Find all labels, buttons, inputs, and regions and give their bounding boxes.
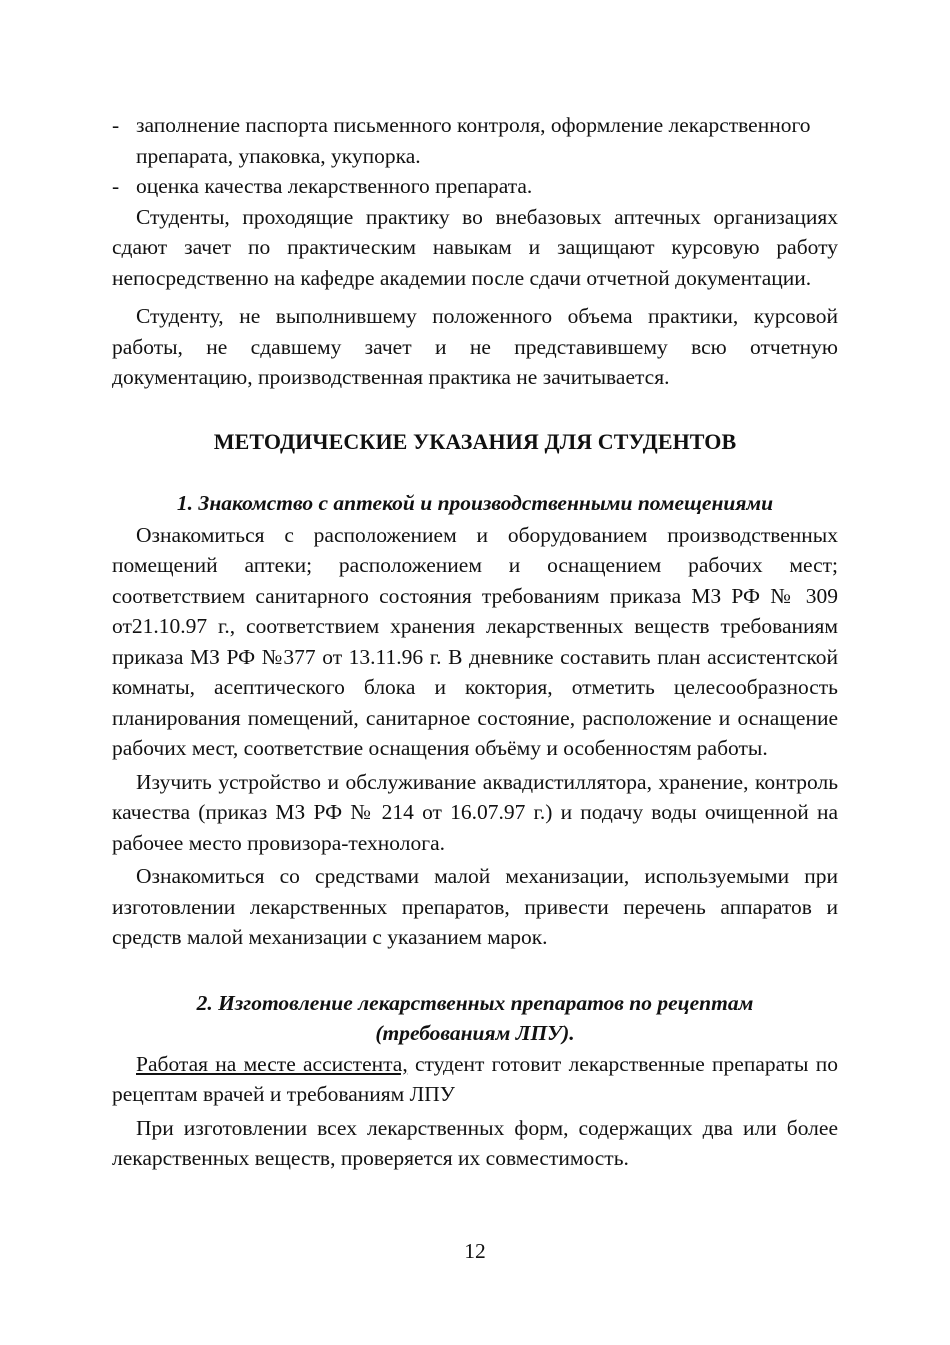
paragraph: Ознакомиться со средствами малой механизации, используемыми при изготовлении лекарственных препаратов, привести перечень аппаратов и средств малой механизации с указанием марок. <box>112 864 838 949</box>
paragraph: Изучить устройство и обслуживание аквадистиллятора, хранение, контроль качества (приказ МЗ РФ № 214 от 16.07.97 г.) и подачу воды очищенной на рабочее место провизора-технолога. <box>112 769 838 855</box>
subsection-title: 1. Знакомство с аптекой и производственными помещениями <box>176 491 774 515</box>
subsection-title-line: (требованиям ЛПУ). <box>375 1021 575 1045</box>
list-item-text: заполнение паспорта письменного контроля, оформление лекарственного препарата, упаковка, укупорка. <box>136 113 811 168</box>
paragraph: Студенту, не выполнившему положенного объема практики, курсовой работы, не сдавшему зачет и не представившему всю отчетную документацию, производственная практика не зачитывается. <box>112 304 838 389</box>
section-title: МЕТОДИЧЕСКИЕ УКАЗАНИЯ ДЛЯ СТУДЕНТОВ <box>213 428 737 454</box>
list-item <box>112 171 838 202</box>
subsection-title <box>112 988 838 1049</box>
paragraph: Ознакомиться с расположением и оборудованием производственных помещений аптеки; расположением и оснащением рабочих мест; соответствием санитарного состояния требованиям приказа МЗ РФ № 309 от21.10.97 г., соответствием хранения лекарственных веществ требованиям приказа МЗ РФ №377 от 13.11.96 г. В дневнике составить план ассистентской комнаты, асептического блока и коктория, отметить целесообразность планирования помещений, санитарное состояние, расположение и оснащение рабочих мест, соответствие оснащения объёму и особенностям работы. <box>112 522 838 760</box>
paragraph <box>112 1049 838 1110</box>
list-item-text: оценка качества лекарственного препарата. <box>136 174 533 198</box>
subsection-title-line: 2. Изготовление лекарственных препаратов по рецептам <box>196 990 754 1015</box>
page-number: 12 <box>464 1239 486 1263</box>
list-marker: - <box>112 174 120 198</box>
paragraph: При изготовлении всех лекарственных форм, содержащих два или более лекарственных веществ, проверяется их совместимость. <box>112 1115 838 1170</box>
paragraph: Студенты, проходящие практику во внебазовых аптечных организациях сдают зачет по практическим навыкам и защищают курсовую работу непосредственно на кафедре академии после сдачи отчетной документации. <box>112 204 838 290</box>
page-content <box>112 110 838 1174</box>
list-item <box>112 110 838 171</box>
paragraph-text: студент готовит лекарственные препараты по рецептам врачей и требованиям ЛПУ <box>112 1051 838 1106</box>
list-marker: - <box>112 113 120 137</box>
underlined-phrase: Работая на месте ассистента, <box>136 1051 408 1076</box>
